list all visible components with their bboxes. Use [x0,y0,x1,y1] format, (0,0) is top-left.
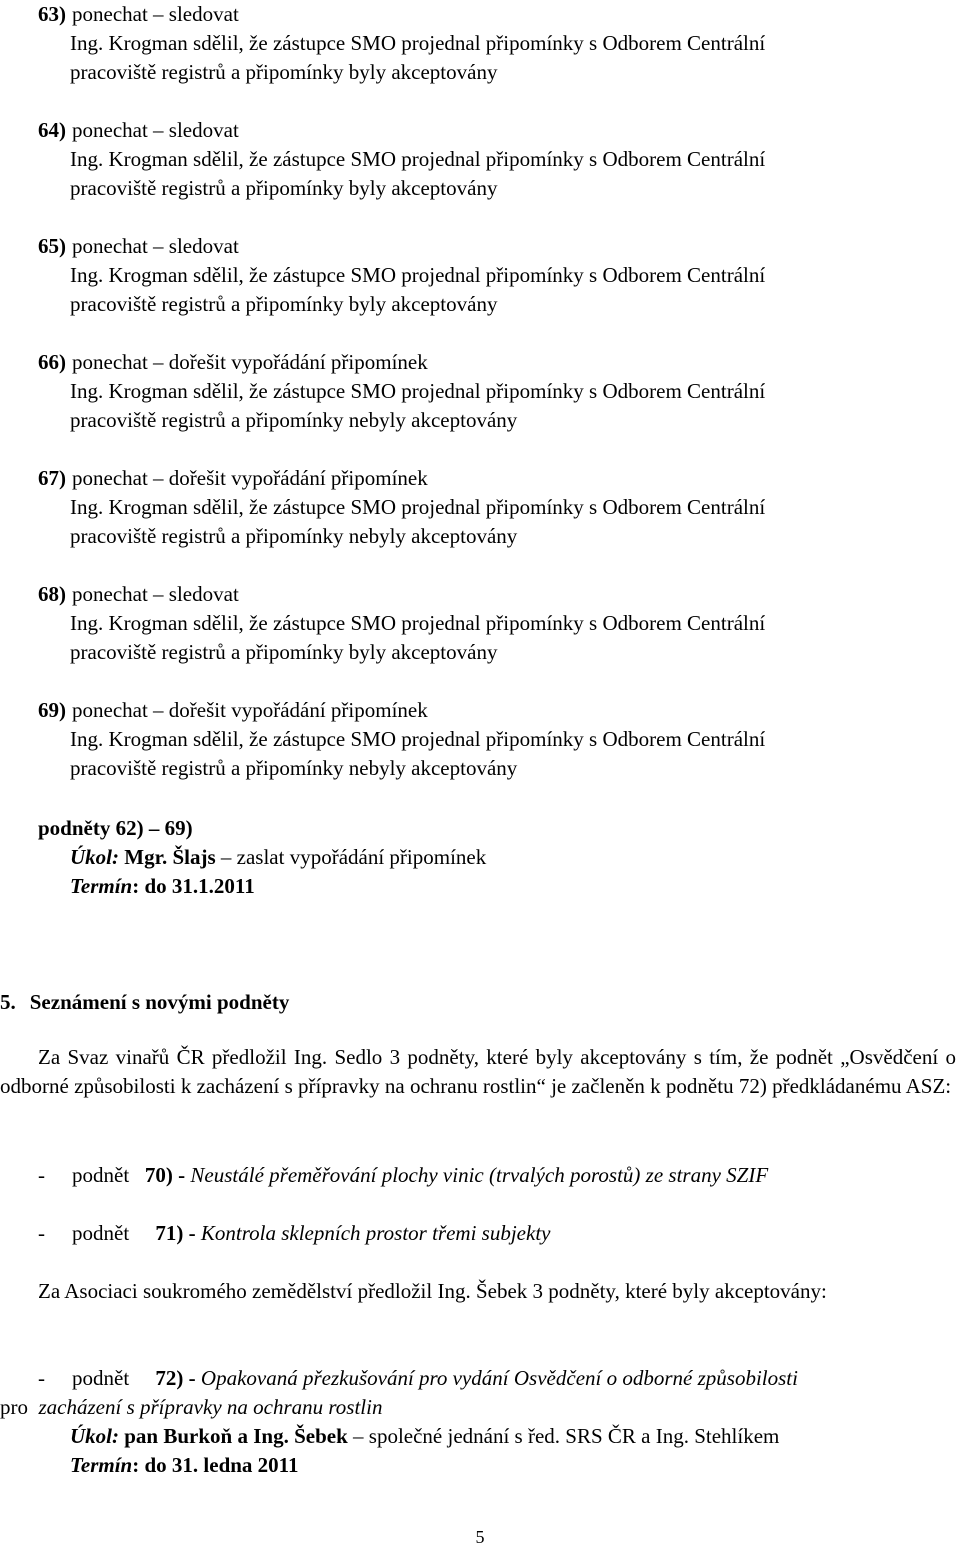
bullet-label: podnět [72,1221,130,1245]
list-item [38,348,938,435]
paragraph-text: Za Asociaci soukromého zemědělství předložil Ing. Šebek 3 podněty, které byly akceptovány: [38,1279,827,1303]
item-text-line: pracoviště registrů a připomínky nebyly akceptovány [70,524,518,548]
item-text-line: pracoviště registrů a připomínky byly akceptovány [70,176,498,200]
item-heading: ponechat – sledovat [72,2,239,26]
item-text-line: Ing. Krogman sdělil, že zástupce SMO projednal připomínky s Odborem Centrální [70,495,766,519]
item-number: 64) [38,118,66,142]
deadline-label: Termín [70,1453,133,1477]
list-item [38,116,938,203]
item-number: 66) [38,350,66,374]
section-number: 5. [0,990,16,1014]
list-item [38,232,938,319]
item-text-line: pracoviště registrů a připomínky nebyly akceptovány [70,408,518,432]
item-text-line: Ing. Krogman sdělil, že zástupce SMO projednal připomínky s Odborem Centrální [70,263,766,287]
item-heading: ponechat – sledovat [72,582,239,606]
paragraph-text: Za Svaz vinařů ČR předložil Ing. Sedlo 3 podněty, které byly akceptovány s tím, že podnět „Osvědčení o odborné způsobilosti k zacházení s přípravky na ochranu rostlin“ je začleněn k podnětu 72) předkládanému ASZ: [0,1045,956,1098]
summary-title: podněty 62) – 69) [38,816,193,840]
deadline-line [70,872,486,901]
summary-block [38,814,486,901]
item-text-line: pracoviště registrů a připomínky byly akceptovány [70,292,498,316]
task-text: – společné jednání s řed. SRS ČR a Ing. Stehlíkem [347,1424,780,1448]
bullet-label: podnět [72,1163,130,1187]
deadline-line [70,1451,299,1480]
item-heading: ponechat – sledovat [72,118,239,142]
list-item [38,464,938,551]
item-text-line: pracoviště registrů a připomínky byly akceptovány [70,640,498,664]
bullet-item [38,1161,768,1190]
item-number: 69) [38,698,66,722]
bullet-label: podnět [72,1366,130,1390]
page-number: 5 [475,1527,485,1547]
bullet-dash: - [38,1221,45,1245]
item-heading: ponechat – sledovat [72,234,239,258]
task-text: – zaslat vypořádání připomínek [215,845,487,869]
section-heading [0,988,289,1017]
item-number: 65) [38,234,66,258]
task-person: pan Burkoň a Ing. Šebek [124,1424,348,1448]
bullet-item [38,1364,798,1393]
section-title: Seznámení s novými podněty [29,990,290,1014]
continuation-prefix: pro [0,1395,28,1419]
list-item [38,0,938,87]
bullet-dash: - [38,1163,45,1187]
item-heading: ponechat – dořešit vypořádání připomínek [72,466,428,490]
bullet-number: 72) - [155,1366,196,1390]
bullet-text: Neustálé přeměřování plochy vinic (trvalých porostů) ze strany SZIF [190,1163,769,1187]
task-person: Mgr. Šlajs [124,845,216,869]
item-text-line: Ing. Krogman sdělil, že zástupce SMO projednal připomínky s Odborem Centrální [70,147,766,171]
bullet-item [38,1219,550,1248]
task-line [70,1422,779,1451]
bullet-number: 70) - [144,1163,186,1187]
item-heading: ponechat – dořešit vypořádání připomínek [72,350,428,374]
deadline-value: : do 31.1.2011 [132,874,255,898]
paragraph [0,1043,956,1101]
bullet-text: Opakovaná přezkušování pro vydání Osvědčení o odborné způsobilosti [200,1366,798,1390]
item-text-line: pracoviště registrů a připomínky byly akceptovány [70,60,498,84]
item-text-line: Ing. Krogman sdělil, že zástupce SMO projednal připomínky s Odborem Centrální [70,727,766,751]
deadline-label: Termín [70,874,133,898]
item-number: 63) [38,2,66,26]
list-item [38,696,938,783]
bullet-number: 71) - [155,1221,196,1245]
paragraph [0,1277,956,1306]
item-number: 68) [38,582,66,606]
item-text-line: Ing. Krogman sdělil, že zástupce SMO projednal připomínky s Odborem Centrální [70,31,766,55]
item-number: 67) [38,466,66,490]
item-text-line: Ing. Krogman sdělil, že zástupce SMO projednal připomínky s Odborem Centrální [70,611,766,635]
bullet-continuation [0,1393,382,1422]
task-label: Úkol: [70,845,119,869]
list-item [38,580,938,667]
item-text-line: pracoviště registrů a připomínky nebyly akceptovány [70,756,518,780]
task-line [70,843,486,872]
deadline-value: : do 31. ledna 2011 [132,1453,299,1477]
bullet-text: Kontrola sklepních prostor třemi subjekty [200,1221,551,1245]
bullet-dash: - [38,1366,45,1390]
item-heading: ponechat – dořešit vypořádání připomínek [72,698,428,722]
item-text-line: Ing. Krogman sdělil, že zástupce SMO projednal připomínky s Odborem Centrální [70,379,766,403]
continuation-text: zacházení s přípravky na ochranu rostlin [38,1395,383,1419]
task-label: Úkol: [70,1424,119,1448]
